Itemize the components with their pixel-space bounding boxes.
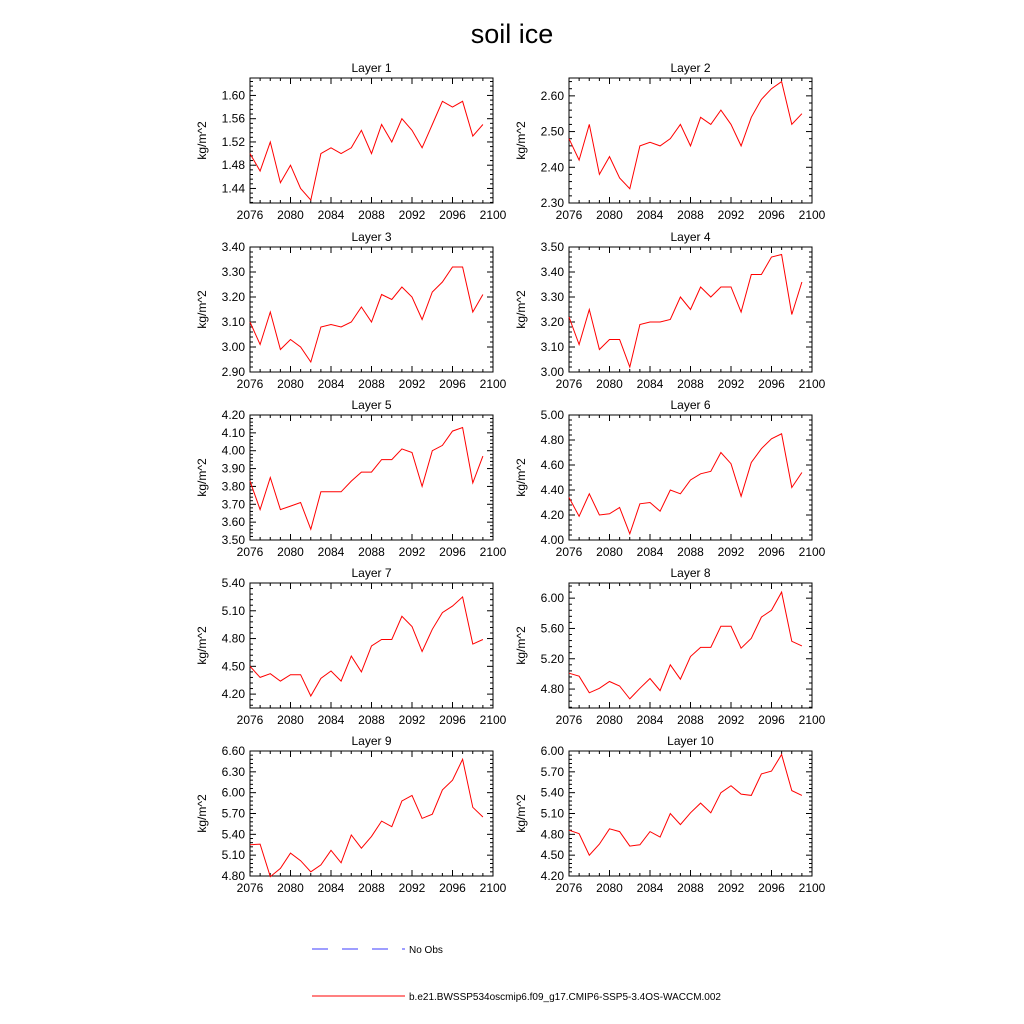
legend-obs-label: No Obs [409,945,443,956]
panel-title-layer-6: Layer 6 [670,398,711,412]
panel-title-layer-4: Layer 4 [670,230,711,244]
panel-title-layer-8: Layer 8 [670,566,711,580]
panel-layer-6 [514,398,826,559]
series-line-layer-3 [250,267,483,362]
y-tick-label: 5.20 [540,651,564,666]
x-tick-label: 2100 [479,208,507,222]
y-tick-label: 4.20 [540,869,564,883]
series-line-layer-4 [569,255,802,368]
series-line-layer-7 [250,597,483,696]
y-axis-label-layer-2: kg/m^2 [514,121,528,160]
x-tick-label: 2092 [398,713,426,727]
x-tick-label: 2076 [555,545,583,559]
y-axis-label-layer-8: kg/m^2 [514,626,528,665]
x-tick-label: 2076 [236,881,264,895]
x-tick-label: 2084 [636,713,664,727]
series-line-layer-6 [569,434,802,534]
x-tick-label: 2096 [758,713,785,727]
y-tick-label: 4.10 [221,425,245,440]
x-tick-label: 2096 [758,545,785,559]
y-tick-label: 6.00 [540,744,564,758]
x-tick-label: 2100 [798,713,826,727]
y-axis-label-layer-10: kg/m^2 [514,794,528,833]
x-tick-label: 2076 [555,881,583,895]
x-tick-label: 2096 [439,208,466,222]
panel-title-layer-10: Layer 10 [667,734,714,748]
y-tick-label: 3.40 [540,265,564,279]
y-tick-label: 3.10 [221,315,245,329]
panel-title-layer-2: Layer 2 [670,61,711,75]
plot-frame-layer-8 [569,583,812,708]
y-tick-label: 4.80 [221,869,245,883]
plot-frame-layer-3 [250,247,493,372]
panels [195,61,826,895]
y-tick-label: 4.20 [221,687,245,702]
y-tick-label: 1.60 [221,88,245,103]
x-tick-label: 2100 [479,881,507,895]
x-tick-label: 2080 [596,545,623,559]
panel-title-layer-7: Layer 7 [351,566,392,580]
series-line-layer-1 [250,101,483,200]
y-axis-label-layer-6: kg/m^2 [514,458,528,497]
y-tick-label: 3.50 [221,533,245,547]
y-tick-label: 1.44 [221,181,245,196]
y-tick-label: 3.80 [221,479,245,494]
x-tick-label: 2084 [317,881,345,895]
y-tick-label: 3.60 [221,515,245,530]
y-axis-label-layer-7: kg/m^2 [195,626,209,665]
x-tick-label: 2092 [717,545,745,559]
x-tick-label: 2100 [798,545,826,559]
x-tick-label: 2080 [596,208,623,222]
x-tick-label: 2100 [798,881,826,895]
x-tick-label: 2096 [758,208,785,222]
x-tick-label: 2084 [636,545,664,559]
y-tick-label: 4.50 [221,659,245,674]
x-tick-label: 2076 [236,377,264,391]
y-tick-label: 5.10 [540,806,564,821]
x-tick-label: 2100 [479,545,507,559]
x-tick-label: 2088 [358,713,385,727]
panel-layer-1 [195,61,507,222]
y-tick-label: 6.30 [221,764,245,779]
x-tick-label: 2088 [358,881,385,895]
x-tick-label: 2084 [317,377,345,391]
y-tick-label: 3.40 [221,240,245,254]
x-tick-label: 2084 [636,208,664,222]
plot-frame-layer-2 [569,78,812,203]
series-line-layer-10 [569,755,802,856]
x-tick-label: 2084 [636,881,664,895]
y-tick-label: 3.20 [221,290,245,304]
x-tick-label: 2088 [677,208,704,222]
y-tick-label: 5.40 [540,785,564,800]
panel-layer-3 [195,230,507,391]
y-tick-label: 4.80 [540,433,564,447]
x-tick-label: 2080 [277,377,304,391]
panel-title-layer-3: Layer 3 [351,230,392,244]
panel-layer-7 [195,566,507,727]
series-line-layer-5 [250,428,483,530]
figure-title: soil ice [470,19,554,49]
y-tick-label: 4.20 [221,408,245,422]
y-tick-label: 4.60 [540,458,564,472]
y-tick-label: 3.00 [540,365,564,379]
y-tick-label: 4.80 [221,631,245,646]
x-tick-label: 2092 [717,377,745,391]
panel-layer-8 [514,566,826,727]
y-tick-label: 3.20 [540,315,564,329]
y-axis-label-layer-9: kg/m^2 [195,794,209,833]
y-tick-label: 2.50 [540,124,564,139]
plot-frame-layer-1 [250,78,493,203]
y-tick-label: 3.50 [540,240,564,254]
series-line-layer-9 [250,759,483,876]
y-axis-label-layer-4: kg/m^2 [514,290,528,329]
panel-title-layer-5: Layer 5 [351,398,392,412]
y-tick-label: 4.00 [540,533,564,547]
legend-model-label: b.e21.BWSSP534oscmip6.f09_g17.CMIP6-SSP5-3.4OS-WACCM.002 [409,992,721,1003]
x-tick-label: 2076 [236,713,264,727]
plot-frame-layer-5 [250,415,493,540]
x-tick-label: 2096 [758,881,785,895]
x-tick-label: 2092 [398,545,426,559]
y-tick-label: 1.48 [221,158,245,173]
x-tick-label: 2088 [358,545,385,559]
x-tick-label: 2096 [439,377,466,391]
panel-layer-4 [514,230,826,391]
series-line-layer-2 [569,82,802,189]
legend [312,945,721,1003]
x-tick-label: 2084 [636,377,664,391]
x-tick-label: 2076 [555,713,583,727]
y-tick-label: 1.52 [221,134,245,149]
y-tick-label: 3.30 [221,265,245,279]
plot-frame-layer-9 [250,751,493,876]
y-tick-label: 3.30 [540,290,564,304]
x-tick-label: 2084 [317,208,345,222]
x-tick-label: 2080 [277,545,304,559]
x-tick-label: 2100 [798,208,826,222]
panel-title-layer-9: Layer 9 [351,734,392,748]
y-tick-label: 5.60 [540,621,564,636]
x-tick-label: 2080 [596,377,623,391]
x-tick-label: 2096 [439,881,466,895]
y-tick-label: 5.40 [221,827,245,842]
y-tick-label: 4.80 [540,682,564,697]
y-tick-label: 4.50 [540,848,564,863]
y-tick-label: 2.30 [540,196,564,210]
y-tick-label: 2.60 [540,88,564,103]
x-tick-label: 2088 [677,545,704,559]
x-tick-label: 2088 [677,881,704,895]
panel-layer-2 [514,61,826,222]
x-tick-label: 2100 [479,713,507,727]
panel-layer-5 [195,398,507,559]
panel-layer-9 [195,734,507,895]
x-tick-label: 2080 [277,208,304,222]
y-tick-label: 3.10 [540,340,564,354]
y-tick-label: 4.40 [540,483,564,497]
y-tick-label: 3.90 [221,461,245,476]
y-axis-label-layer-1: kg/m^2 [195,121,209,160]
y-tick-label: 1.56 [221,111,245,126]
y-tick-label: 4.80 [540,827,564,842]
x-tick-label: 2080 [596,881,623,895]
series-line-layer-8 [569,592,802,699]
y-tick-label: 4.00 [221,443,245,458]
x-tick-label: 2084 [317,713,345,727]
x-tick-label: 2092 [717,208,745,222]
y-tick-label: 6.60 [221,744,245,758]
x-tick-label: 2076 [555,208,583,222]
y-tick-label: 5.70 [221,806,245,821]
x-tick-label: 2088 [677,377,704,391]
y-axis-label-layer-3: kg/m^2 [195,290,209,329]
x-tick-label: 2080 [277,713,304,727]
y-tick-label: 2.40 [540,160,564,175]
x-tick-label: 2092 [398,208,426,222]
x-tick-label: 2080 [596,713,623,727]
y-tick-label: 4.20 [540,508,564,522]
y-tick-label: 5.10 [221,848,245,863]
x-tick-label: 2092 [717,881,745,895]
y-axis-label-layer-5: kg/m^2 [195,458,209,497]
x-tick-label: 2096 [758,377,785,391]
x-tick-label: 2100 [798,377,826,391]
y-tick-label: 3.00 [221,340,245,354]
x-tick-label: 2088 [358,377,385,391]
x-tick-label: 2080 [277,881,304,895]
x-tick-label: 2092 [398,377,426,391]
x-tick-label: 2084 [317,545,345,559]
x-tick-label: 2076 [236,208,264,222]
y-tick-label: 2.90 [221,365,245,379]
y-tick-label: 5.10 [221,603,245,618]
y-tick-label: 6.00 [221,785,245,800]
panel-title-layer-1: Layer 1 [351,61,392,75]
x-tick-label: 2096 [439,713,466,727]
y-tick-label: 5.00 [540,408,564,422]
x-tick-label: 2096 [439,545,466,559]
y-tick-label: 5.70 [540,764,564,779]
x-tick-label: 2076 [555,377,583,391]
y-tick-label: 6.00 [540,591,564,606]
x-tick-label: 2100 [479,377,507,391]
x-tick-label: 2076 [236,545,264,559]
x-tick-label: 2092 [398,881,426,895]
y-tick-label: 3.70 [221,497,245,512]
y-tick-label: 5.40 [221,576,245,590]
x-tick-label: 2088 [358,208,385,222]
plot-frame-layer-6 [569,415,812,540]
panel-layer-10 [514,734,826,895]
x-tick-label: 2088 [677,713,704,727]
x-tick-label: 2092 [717,713,745,727]
